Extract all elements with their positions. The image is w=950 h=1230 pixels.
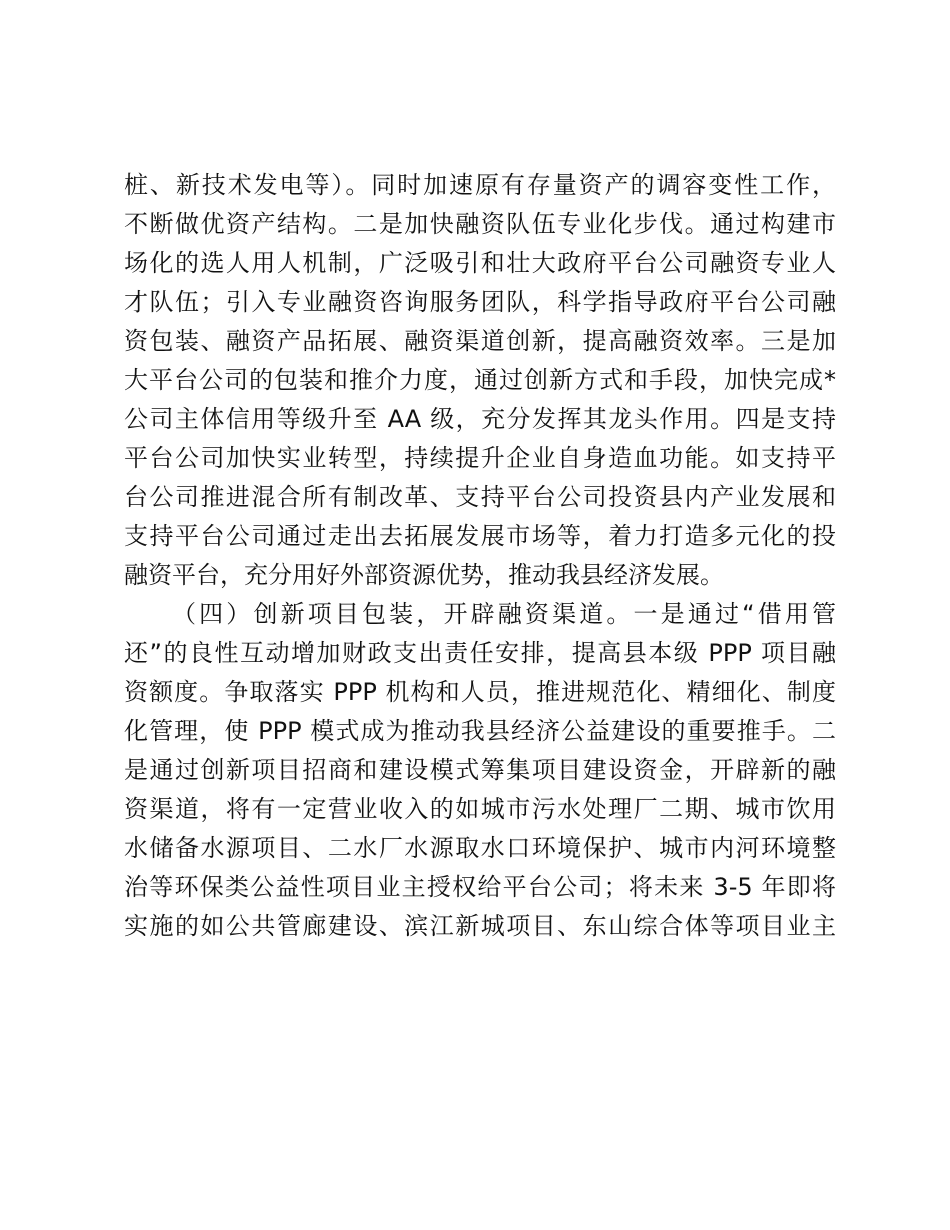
text-line: 支持平台公司通过走出去拓展发展市场等，着力打造多元化的投 — [124, 522, 836, 550]
text-line: 才队伍；引入专业融资咨询服务团队，科学指导政府平台公司融 — [124, 288, 836, 316]
text-line: 平台公司加快实业转型，持续提升企业自身造血功能。如支持平 — [124, 444, 836, 472]
text-line: 台公司推进混合所有制改革、支持平台公司投资县内产业发展和 — [124, 483, 836, 511]
text-line: 场化的选人用人机制，广泛吸引和壮大政府平台公司融资专业人 — [124, 249, 836, 277]
text-line: 治等环保类公益性项目业主授权给平台公司；将未来 3-5 年即将 — [124, 873, 836, 901]
text-line: 还”的良性互动增加财政支出责任安排，提高县本级 PPP 项目融 — [124, 639, 836, 667]
text-line: 化管理，使 PPP 模式成为推动我县经济公益建设的重要推手。二 — [124, 717, 836, 745]
text-line: 资渠道，将有一定营业收入的如城市污水处理厂二期、城市饮用 — [124, 795, 836, 823]
text-line: 水储备水源项目、二水厂水源取水口环境保护、城市内河环境整 — [124, 834, 836, 862]
body-text — [124, 166, 836, 946]
paragraph-end-line: 融资平台，充分用好外部资源优势，推动我县经济发展。 — [124, 561, 724, 589]
section-heading-line: （四）创新项目包装，开辟融资渠道。一是通过“借用管 — [172, 600, 836, 628]
text-line: 公司主体信用等级升至 AA 级，充分发挥其龙头作用。四是支持 — [124, 405, 836, 433]
text-line: 资额度。争取落实 PPP 机构和人员，推进规范化、精细化、制度 — [124, 678, 836, 706]
text-line: 桩、新技术发电等）。同时加速原有存量资产的调容变性工作， — [124, 171, 836, 199]
text-line: 不断做优资产结构。二是加快融资队伍专业化步伐。通过构建市 — [124, 210, 836, 238]
text-line: 是通过创新项目招商和建设模式筹集项目建设资金，开辟新的融 — [124, 756, 836, 784]
text-line: 资包装、融资产品拓展、融资渠道创新，提高融资效率。三是加 — [124, 327, 836, 355]
text-line: 大平台公司的包装和推介力度，通过创新方式和手段，加快完成* — [124, 366, 836, 394]
text-line: 实施的如公共管廊建设、滨江新城项目、东山综合体等项目业主 — [124, 912, 836, 940]
